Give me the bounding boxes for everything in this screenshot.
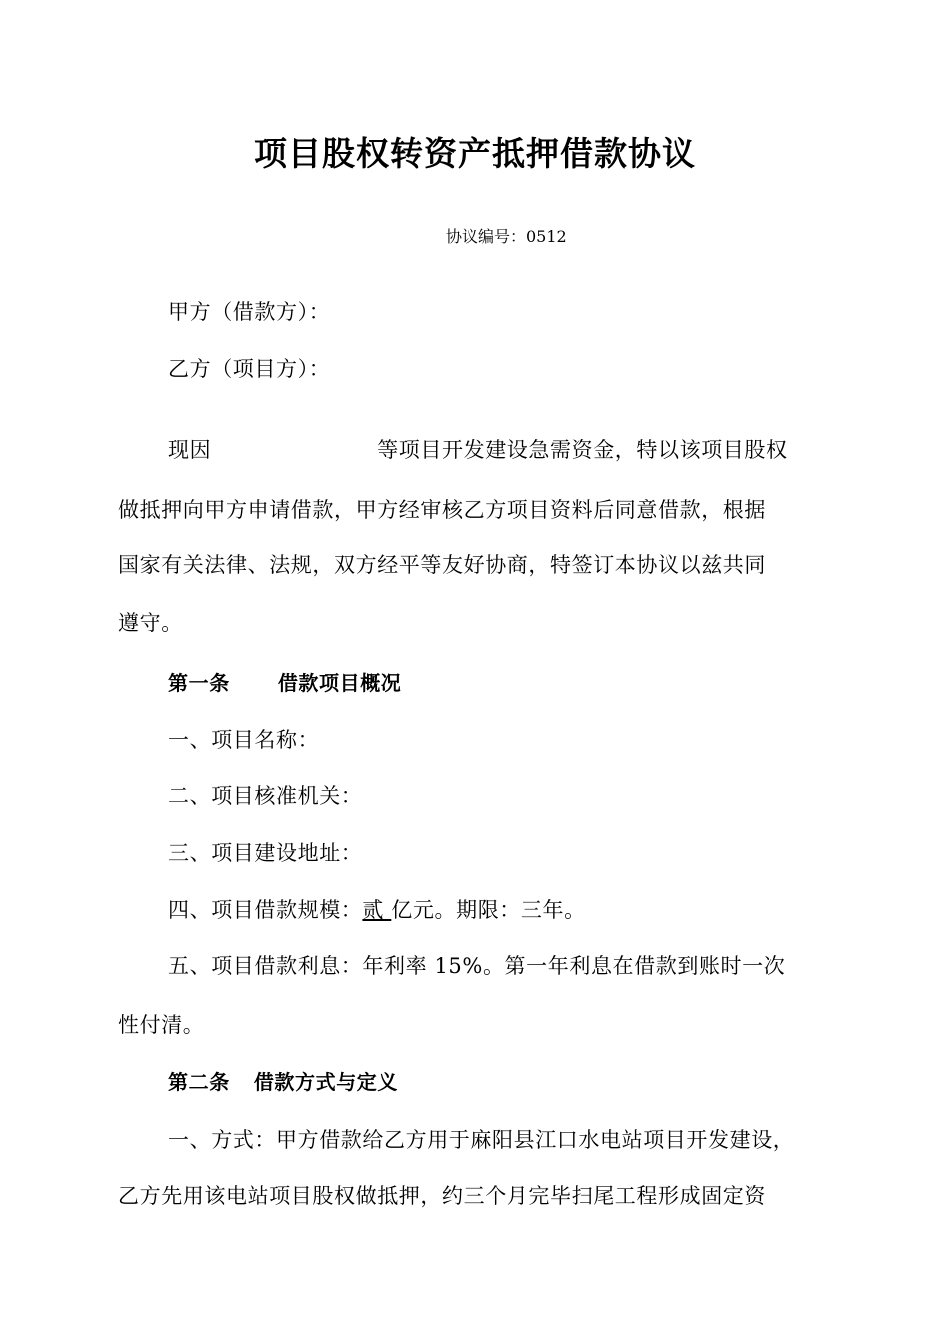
article-1-number: 第一条 — [168, 671, 230, 695]
article-1-item-5-cont: 性付清。 — [118, 1013, 205, 1037]
article-2-title: 借款方式与定义 — [253, 1070, 399, 1094]
article-2-heading — [168, 1066, 398, 1095]
preamble-line-4: 遵守。 — [118, 611, 183, 635]
document-title: 项目股权转资产抵押借款协议 — [254, 134, 696, 173]
preamble-rest: 等项目开发建设急需资金，特以该项目股权 — [377, 438, 788, 462]
article-1-item-3: 三、项目建设地址： — [168, 841, 363, 865]
article-1-item-1: 一、项目名称： — [168, 728, 320, 752]
loan-scale-label: 四、项目借款规模： — [168, 898, 363, 922]
loan-amount: 贰 — [362, 898, 392, 922]
preamble-start: 现因 — [168, 438, 212, 462]
article-2-item-1: 一、方式：甲方借款给乙方用于麻阳县江口水电站项目开发建设， — [168, 1128, 795, 1152]
article-1-item-2: 二、项目核准机关： — [168, 784, 363, 808]
article-2-number: 第二条 — [168, 1070, 230, 1094]
party-b-label: 乙方（项目方）： — [168, 357, 331, 381]
article-1-heading — [168, 667, 401, 696]
preamble-line-1 — [168, 434, 788, 464]
preamble-line-2: 做抵押向甲方申请借款，甲方经审核乙方项目资料后同意借款，根据 — [118, 498, 766, 522]
loan-term: 亿元。期限：三年。 — [391, 898, 586, 922]
article-1-item-5: 五、项目借款利息：年利率 15%。第一年利息在借款到账时一次 — [168, 954, 786, 978]
party-a-label: 甲方（借款方）： — [168, 300, 331, 324]
preamble-line-3: 国家有关法律、法规，双方经平等友好协商，特签订本协议以兹共同 — [118, 553, 766, 577]
article-2-item-1-cont: 乙方先用该电站项目股权做抵押，约三个月完毕扫尾工程形成固定资 — [118, 1184, 766, 1208]
article-1-title: 借款项目概况 — [277, 671, 402, 695]
article-1-item-4 — [168, 894, 586, 924]
agreement-number: 协议编号：0512 — [446, 227, 567, 246]
